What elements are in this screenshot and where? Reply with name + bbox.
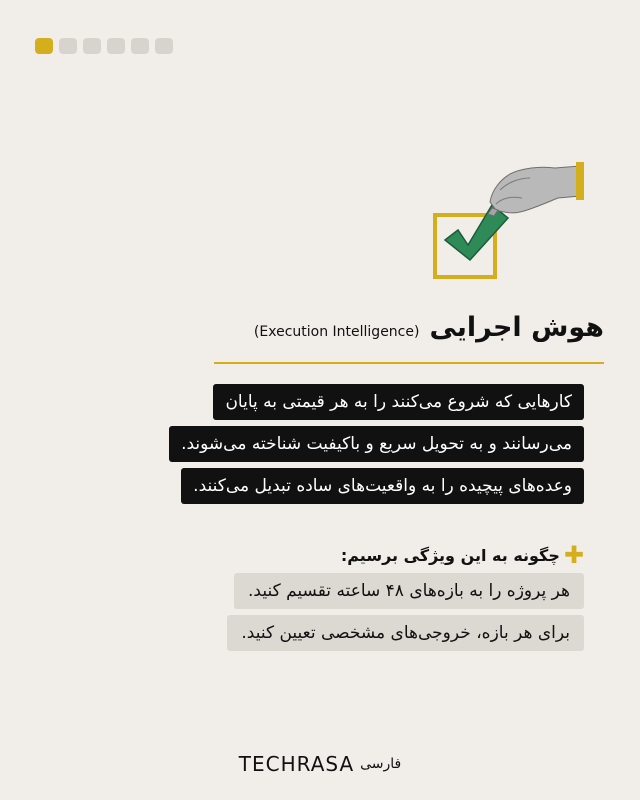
title-divider	[214, 362, 604, 364]
plus-icon: ✚	[563, 541, 584, 569]
step-item: برای هر بازه، خروجی‌های مشخصی تعیین کنید.	[227, 615, 584, 651]
how-to-label: چگونه به این ویژگی برسیم:	[340, 545, 560, 565]
progress-dot-2	[59, 38, 77, 54]
highlight-line: وعده‌های پیچیده را به واقعیت‌های ساده تبدیل می‌کنند.	[181, 468, 584, 504]
description-block	[169, 384, 584, 504]
progress-dot-1	[35, 38, 53, 54]
how-to-heading	[341, 543, 584, 567]
page-subtitle: (Execution Intelligence)	[253, 324, 420, 340]
brand-name: TECHRASA	[238, 752, 355, 776]
highlight-line: می‌رسانند و به تحویل سریع و باکیفیت شناخته می‌شوند.	[169, 426, 584, 462]
hand-icon	[488, 166, 580, 216]
sleeve-accent	[576, 162, 584, 200]
highlight-line: کارهایی که شروع می‌کنند را به هر قیمتی به پایان	[213, 384, 584, 420]
progress-dot-4	[107, 38, 125, 54]
page-title: هوش اجرایی	[429, 312, 604, 343]
brand-language: فارسی	[360, 756, 402, 772]
progress-dot-3	[83, 38, 101, 54]
footer-logo	[0, 752, 640, 776]
progress-dot-6	[155, 38, 173, 54]
progress-dot-5	[131, 38, 149, 54]
heading	[184, 312, 604, 343]
step-item: هر پروژه را به بازه‌های ۴۸ ساعته تقسیم کنید.	[234, 573, 584, 609]
hand-placing-checkmark-illustration	[430, 160, 590, 285]
steps-list	[227, 573, 584, 651]
progress-indicator	[35, 38, 173, 54]
